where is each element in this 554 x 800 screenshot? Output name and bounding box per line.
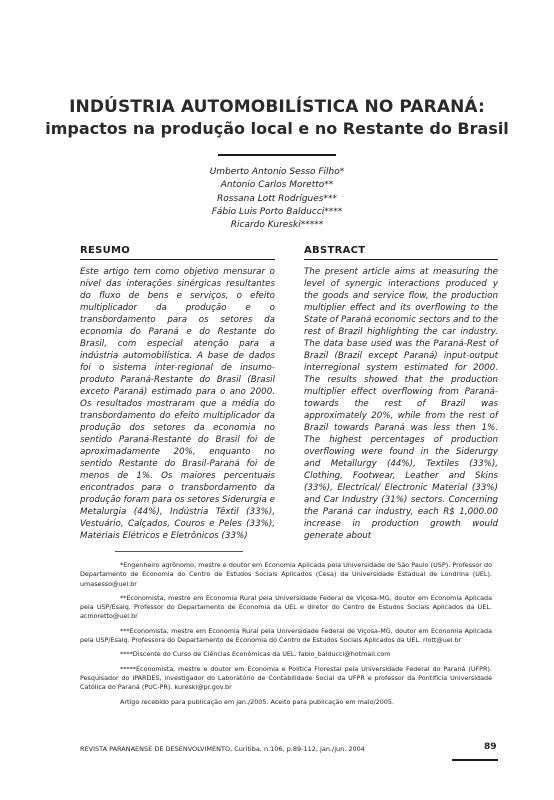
footnote: *****Economista, mestre e doutor em Economia e Política Florestal pela Universidade Federal do Paraná (UFPR). Pesquisador do IPARDES, investigador do Laboratório de Contabilidade Social da UFPR e professor da Pontifícia Universidade Católica do Paraná (PUC-PR). kureski@pr.gov.br <box>80 664 492 692</box>
author-name: Umberto Antonio Sesso Filho* <box>209 167 345 177</box>
footer-rule <box>452 759 498 761</box>
author-name: Ricardo Kureski***** <box>230 220 324 231</box>
footnote: *Engenheiro agrônomo, mestre e doutor em Economia Aplicada pela Universidade de São Paulo (USP). Professor do Departamento de Economia do Centro de Estudos Sociais Aplicados (Cesa) da Universidade Estadual de Londrina (UEL). umasesso@uel.br <box>80 561 492 588</box>
footnote-divider <box>115 551 243 552</box>
author-name: Rossana Lott Rodrigues*** <box>217 193 337 204</box>
author-name: Antonio Carlos Moretto** <box>220 180 334 191</box>
journal-citation: REVISTA PARANAENSE DE DESENVOLVIMENTO, Curitiba, n.106, p.89-112, jan./jun. 2004 <box>80 745 365 753</box>
footnote: ***Economista, mestre em Economia Rural pela Universidade Federal de Viçosa-MG, doutor em Economia Aplicada pela USP/Esalq. Professora do Departamento de Economia do Centro de Estudos Sociais Aplicados da UEL. rlott@uel.br <box>80 626 492 645</box>
resumo-heading: RESUMO <box>80 245 131 256</box>
resumo-heading-rule <box>80 259 275 260</box>
author-name: Fábio Luis Porto Balducci**** <box>211 206 343 217</box>
abstract-text: The present article aims at measuring the level of synergic interactions produced y the goods and service flow, the production multiplier effect and its overflowing to the State of Paraná economic sectors and to the rest of Brazil highlighting the car industry. The data base used was the Paraná-Rest of Brazil (Brazil except Paraná) input-output interregional system estimated for 2000. The results showed that the production multiplier effect overflowing from Paraná- towards the rest of Brazil was approximately 20%, while from the rest of Brazil towards Paraná was less then 1%. The highest percentages of production overflowing were found in the Siderurgy and Metallurgy (44%), Textiles (33%), Clothing, Footwear, Leather and Skins (33%), Electrical/ Electronic Material (33%) and Car Industry (31%) sectors. Concerning the Paraná car industry, each R$ 1,000.00 increase in production growth would generate about <box>304 267 498 541</box>
author-list <box>150 166 404 232</box>
footnote: **Economista, mestre em Economia Rural pela Universidade Federal de Viçosa-MG, doutor em Economia Aplicada pela USP/Esalq. Professor do Departamento de Economia da UEL e diretor do Centro de Estudos Sociais Aplicados da UEL. acmoretto@uel.br <box>80 593 492 621</box>
article-subtitle: impactos na produção local e no Restante do Brasil <box>45 119 509 138</box>
footnotes <box>80 561 492 712</box>
resumo-text: Este artigo tem como objetivo mensurar o nível das interações sinérgicas resultantes do fluxo de bens e serviços, o efeito multiplicador da produção e o transbordamento para os setores da economia do Paraná e do Restante do Brasil, com especial atenção para a indústria automobilística. A base de dados foi o sistema inter-regional de insumo-produto Paraná-Restante do Brasil (Brasil exceto Paraná) estimado para o ano 2000. Os resultados mostraram que a média do transbordamento do efeito multiplicador da produção dos setores da economia no sentido Paraná-Restante do Brasil foi de aproximadamente 20%, enquanto no sentido Restante do Brasil-Paraná foi de menos de 1%. Os maiores percentuais encontrados para o transbordamento da produção foram para os setores Siderurgia e Metalurgia (44%), Indústria Têxtil (33%), Vestuário, Calçados, Couros e Peles (33%), Materiais Elétricos e Eletrônicos (33%) <box>80 267 275 541</box>
page-number: 89 <box>484 742 497 752</box>
abstract-heading: ABSTRACT <box>304 245 366 256</box>
footnote: ****Discente do Curso de Ciências Econômicas da UEL. fabio_balducci@hotmail.com <box>120 650 391 659</box>
received-note: Artigo recebido para publicação em jan./2005. Aceito para publicação em maio/2005. <box>120 697 394 706</box>
title-divider <box>218 154 336 156</box>
abstract-heading-rule <box>304 259 498 260</box>
article-title: INDÚSTRIA AUTOMOBILÍSTICA NO PARANÁ: <box>69 97 485 117</box>
